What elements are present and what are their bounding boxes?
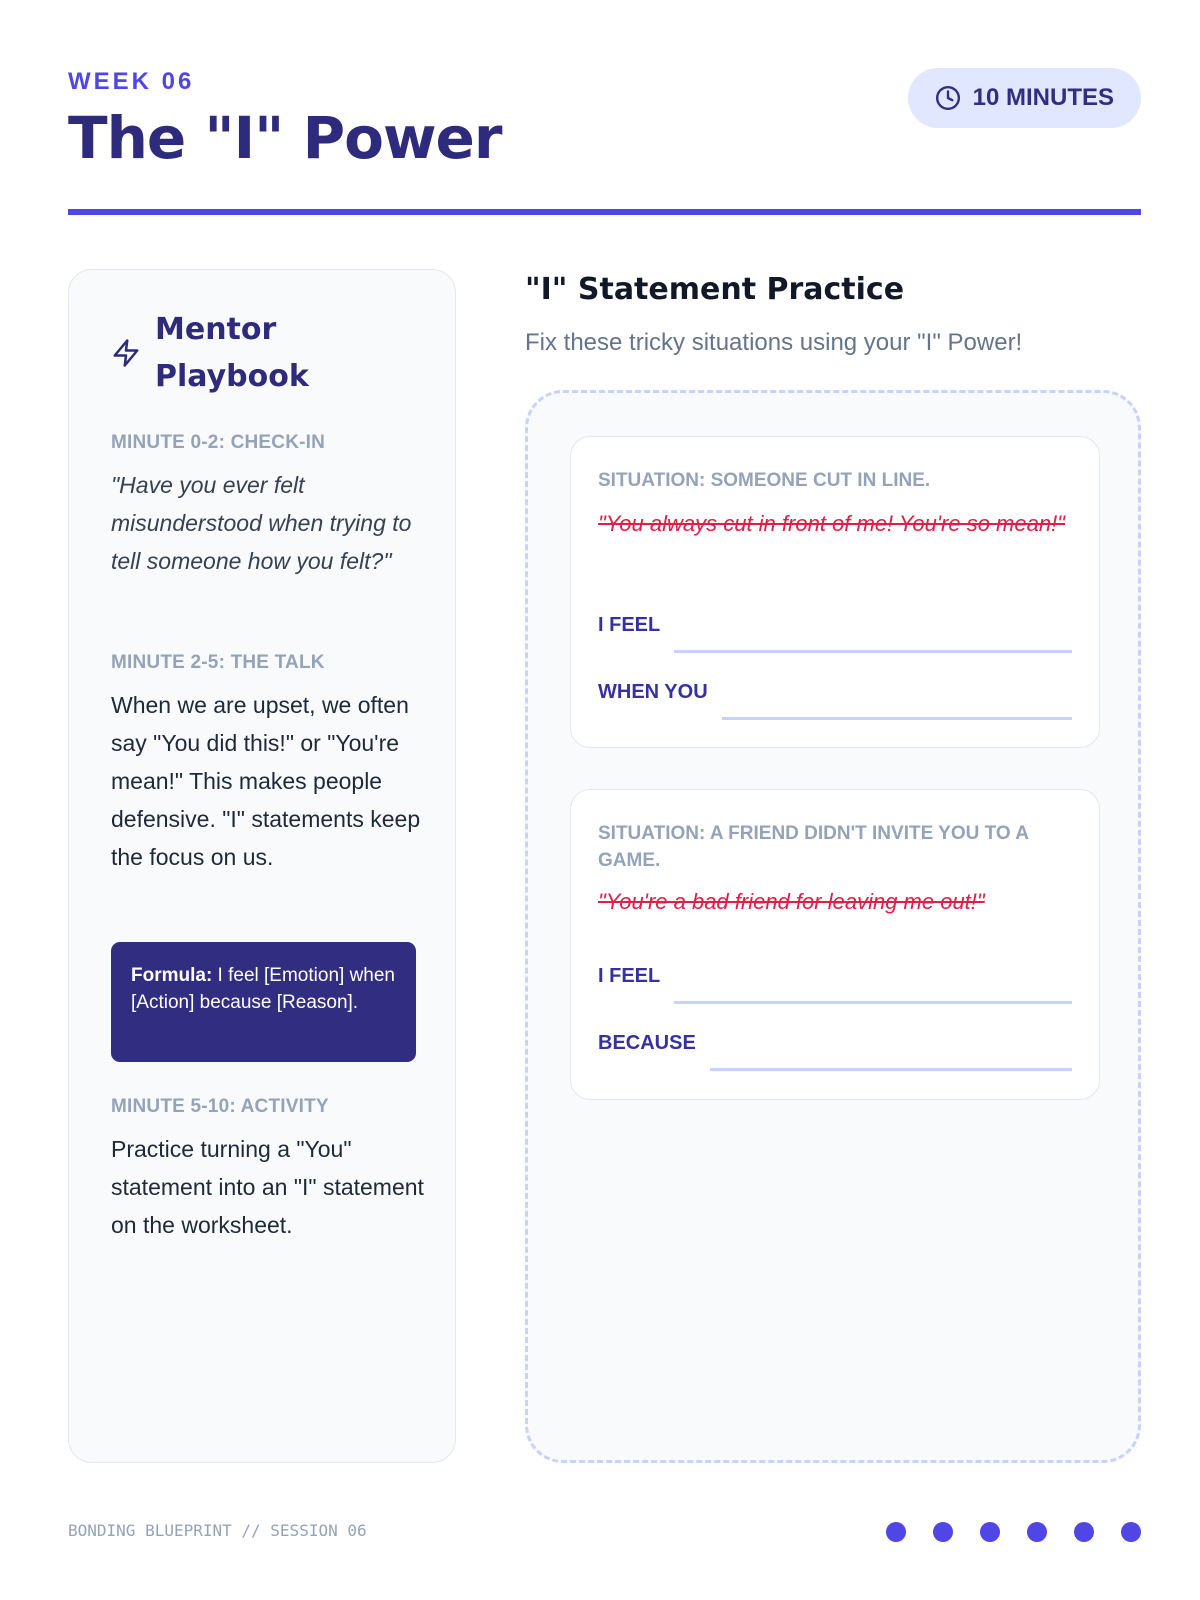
- activity-text: Practice turning a "You" statement into an "I" statement on the worksheet.: [111, 1136, 424, 1238]
- answer-line[interactable]: [710, 1068, 1072, 1071]
- mentor-playbook-panel: [68, 269, 456, 1463]
- formula-box: [111, 942, 416, 1062]
- situation-label: SITUATION: A FRIEND DIDN'T INVITE YOU TO A GAME.: [598, 823, 1029, 871]
- clock-icon: [935, 85, 961, 111]
- week-label: WEEK 06: [68, 68, 195, 95]
- page-header: [68, 0, 1141, 216]
- page-dot: [1074, 1522, 1094, 1542]
- page-dot: [933, 1522, 953, 1542]
- answer-row: [598, 966, 1072, 986]
- answer-row: [598, 1033, 1072, 1053]
- playbook-title-line1: Mentor: [155, 312, 277, 347]
- answer-line[interactable]: [722, 717, 1072, 720]
- you-statement: "You're a bad friend for leaving me out!": [598, 889, 985, 914]
- page-dot: [886, 1522, 906, 1542]
- page-dot: [1121, 1522, 1141, 1542]
- checkin-quote: "Have you ever felt misunderstood when trying to tell someone how you felt?": [111, 472, 412, 574]
- prompt-label: I FEEL: [598, 614, 661, 636]
- section-label-talk: MINUTE 2-5: THE TALK: [111, 652, 325, 673]
- situation-card: [570, 789, 1100, 1100]
- talk-text: When we are upset, we often say "You did this!" or "You're mean!" This makes people defensive. "I" statements keep the focus on us.: [111, 692, 421, 870]
- playbook-heading: [111, 306, 309, 400]
- practice-title: "I" Statement Practice: [525, 272, 905, 307]
- playbook-title: [155, 306, 309, 400]
- section-label-checkin: MINUTE 0-2: CHECK-IN: [111, 432, 326, 453]
- you-statement: "You always cut in front of me! You're so mean!": [598, 511, 1065, 536]
- duration-label: 10 MINUTES: [972, 84, 1114, 111]
- footer-text: BONDING BLUEPRINT // SESSION 06: [68, 1521, 367, 1540]
- duration-badge: [908, 68, 1141, 128]
- practice-area: [525, 390, 1141, 1463]
- playbook-title-line2: Playbook: [155, 359, 309, 394]
- answer-line[interactable]: [674, 1001, 1072, 1004]
- page-dot: [980, 1522, 1000, 1542]
- formula-text: I feel [Emotion] when [Action] because [Reason].: [131, 965, 395, 1013]
- header-divider: [68, 209, 1141, 215]
- practice-subtitle: Fix these tricky situations using your "I" Power!: [525, 329, 1023, 356]
- page-dot: [1027, 1522, 1047, 1542]
- prompt-label: WHEN YOU: [598, 681, 708, 703]
- situation-label: SITUATION: SOMEONE CUT IN LINE.: [598, 470, 931, 491]
- page-dots: [886, 1522, 1141, 1542]
- lightning-icon: [111, 337, 141, 369]
- page-title: The "I" Power: [68, 104, 502, 172]
- answer-row: [598, 615, 1072, 635]
- section-label-activity: MINUTE 5-10: ACTIVITY: [111, 1096, 329, 1117]
- answer-row: [598, 682, 1072, 702]
- situation-card: [570, 436, 1100, 748]
- answer-line[interactable]: [674, 650, 1072, 653]
- formula-label: Formula:: [131, 965, 213, 986]
- prompt-label: I FEEL: [598, 965, 661, 987]
- prompt-label: BECAUSE: [598, 1032, 696, 1054]
